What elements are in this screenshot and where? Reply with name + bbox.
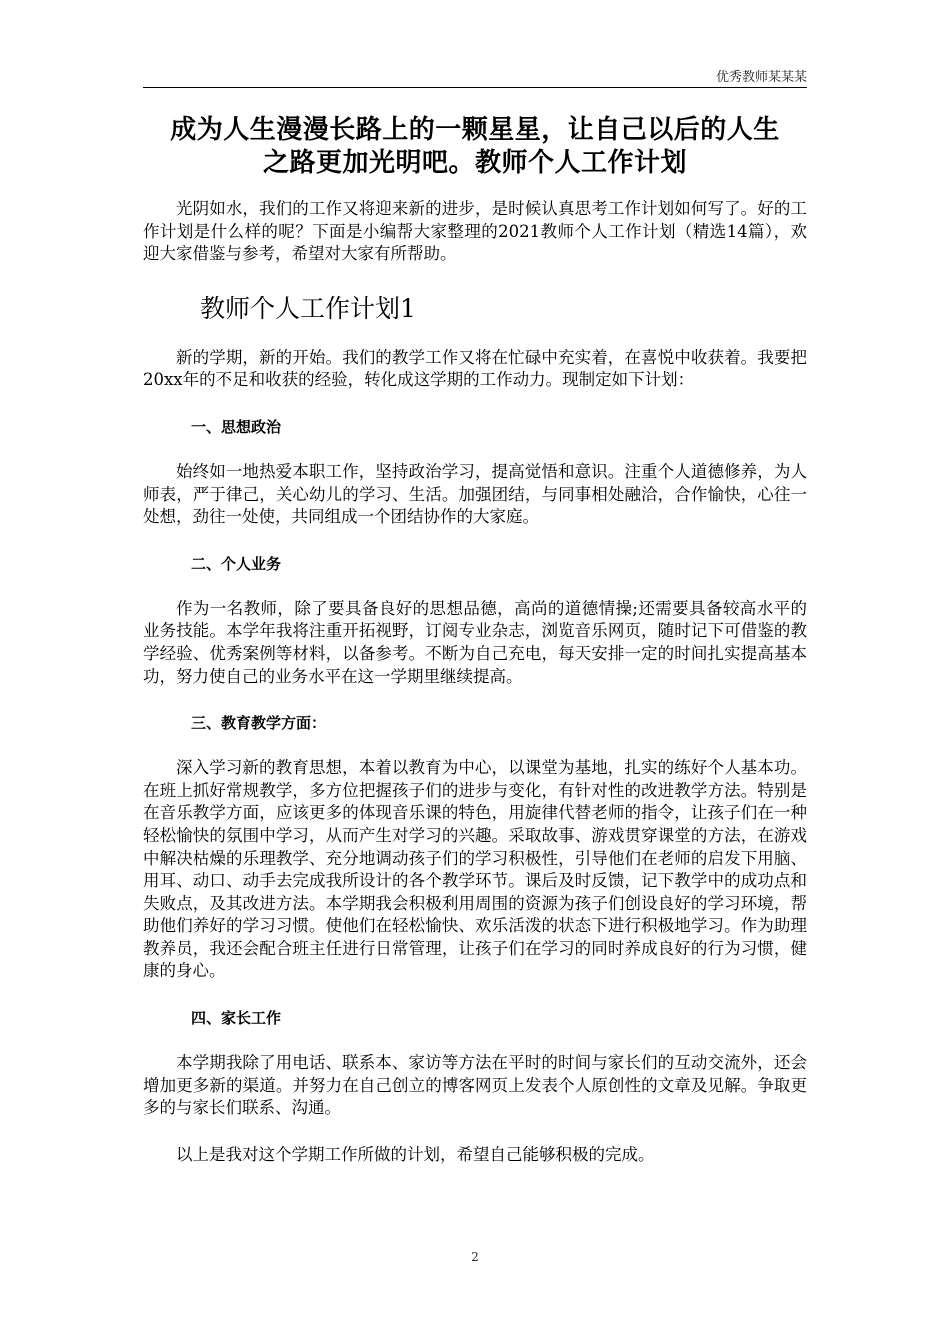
document-title-line-1: 成为人生漫漫长路上的一颗星星，让自己以后的人生 [170, 115, 780, 145]
closing-paragraph: 以上是我对这个学期工作所做的计划，希望自己能够积极的完成。 [176, 1144, 655, 1164]
subsection-body-2: 作为一名教师，除了要具备良好的思想品德，高尚的道德情操;还需要具备较高水平的业务技能。本学年我将注重开拓视野，订阅专业杂志，浏览音乐网页，随时记下可借鉴的教学经验、优秀案例等材料，以备参考。不断为自己充电，每天安排一定的时间扎实提高基本功，努力使自己的业务水平在这一学期里继续提高。 [143, 598, 807, 686]
page-header-text: 优秀教师某某某 [715, 70, 807, 85]
subsection-body-3: 深入学习新的教育思想，本着以教育为中心，以课堂为基地，扎实的练好个人基本功。在班上抓好常规教学，多方位把握孩子们的进步与变化，有针对性的改进教学方法。特别是在音乐教学方面，应该更多的体现音乐课的特色，用旋律代替老师的指令，让孩子们在一种轻松愉快的氛围中学习，从而产生对学习的兴趣。采取故事、游戏贯穿课堂的方法，在游戏中解决枯燥的乐理教学、充分地调动孩子们的学习积极性，引导他们在老师的启发下用脑、用耳、动口、动手去完成我所设计的各个教学环节。课后及时反馈，记下教学中的成功点和失败点，及其改进方法。本学期我会积极利用周围的资源为孩子们创设良好的学习环境，帮助他们养好的学习习惯。使他们在轻松愉快、欢乐活泼的状态下进行积极地学习。作为助理教养员，我还会配合班主任进行日常管理，让孩子们在学习的同时养成良好的行为习惯，健康的身心。 [143, 758, 807, 981]
header-divider [143, 87, 807, 88]
subsection-heading-2: 二、个人业务 [191, 554, 282, 573]
subsection-body-4: 本学期我除了用电话、联系本、家访等方法在平时的时间与家长们的互动交流外，还会增加更多新的渠道。并努力在自己创立的博客网页上发表个人原创性的文章及见解。争取更多的与家长们联系、沟通。 [143, 1053, 807, 1118]
document-body [143, 114, 807, 1166]
subsection-body-1: 始终如一地热爱本职工作，坚持政治学习，提高觉悟和意识。注重个人道德修养，为人师表，严于律己，关心幼儿的学习、生活。加强团结，与同事相处融洽，合作愉快，心往一处想，劲往一处使，共同组成一个团结协作的大家庭。 [143, 461, 807, 527]
section-title: 教师个人工作计划1 [200, 293, 416, 323]
subsection-heading-4: 四、家长工作 [191, 1009, 282, 1028]
document-title [143, 114, 807, 180]
subsection-heading-3: 三、教育教学方面： [191, 714, 327, 733]
section-intro-paragraph: 新的学期，新的开始。我们的教学工作又将在忙碌中充实着，在喜悦中收获着。我要把20xx年的不足和收获的经验，转化成这学期的工作动力。现制定如下计划： [143, 347, 807, 390]
document-title-line-2: 之路更加光明吧。教师个人工作计划 [262, 148, 687, 178]
subsection-heading-1: 一、思想政治 [191, 417, 282, 436]
page-number: 2 [471, 1250, 479, 1264]
intro-paragraph: 光阴如水，我们的工作又将迎来新的进步，是时候认真思考工作计划如何写了。好的工作计划是什么样的呢？下面是小编帮大家整理的2021教师个人工作计划（精选14篇），欢迎大家借鉴与参考，希望对大家有所帮助。 [143, 199, 807, 264]
